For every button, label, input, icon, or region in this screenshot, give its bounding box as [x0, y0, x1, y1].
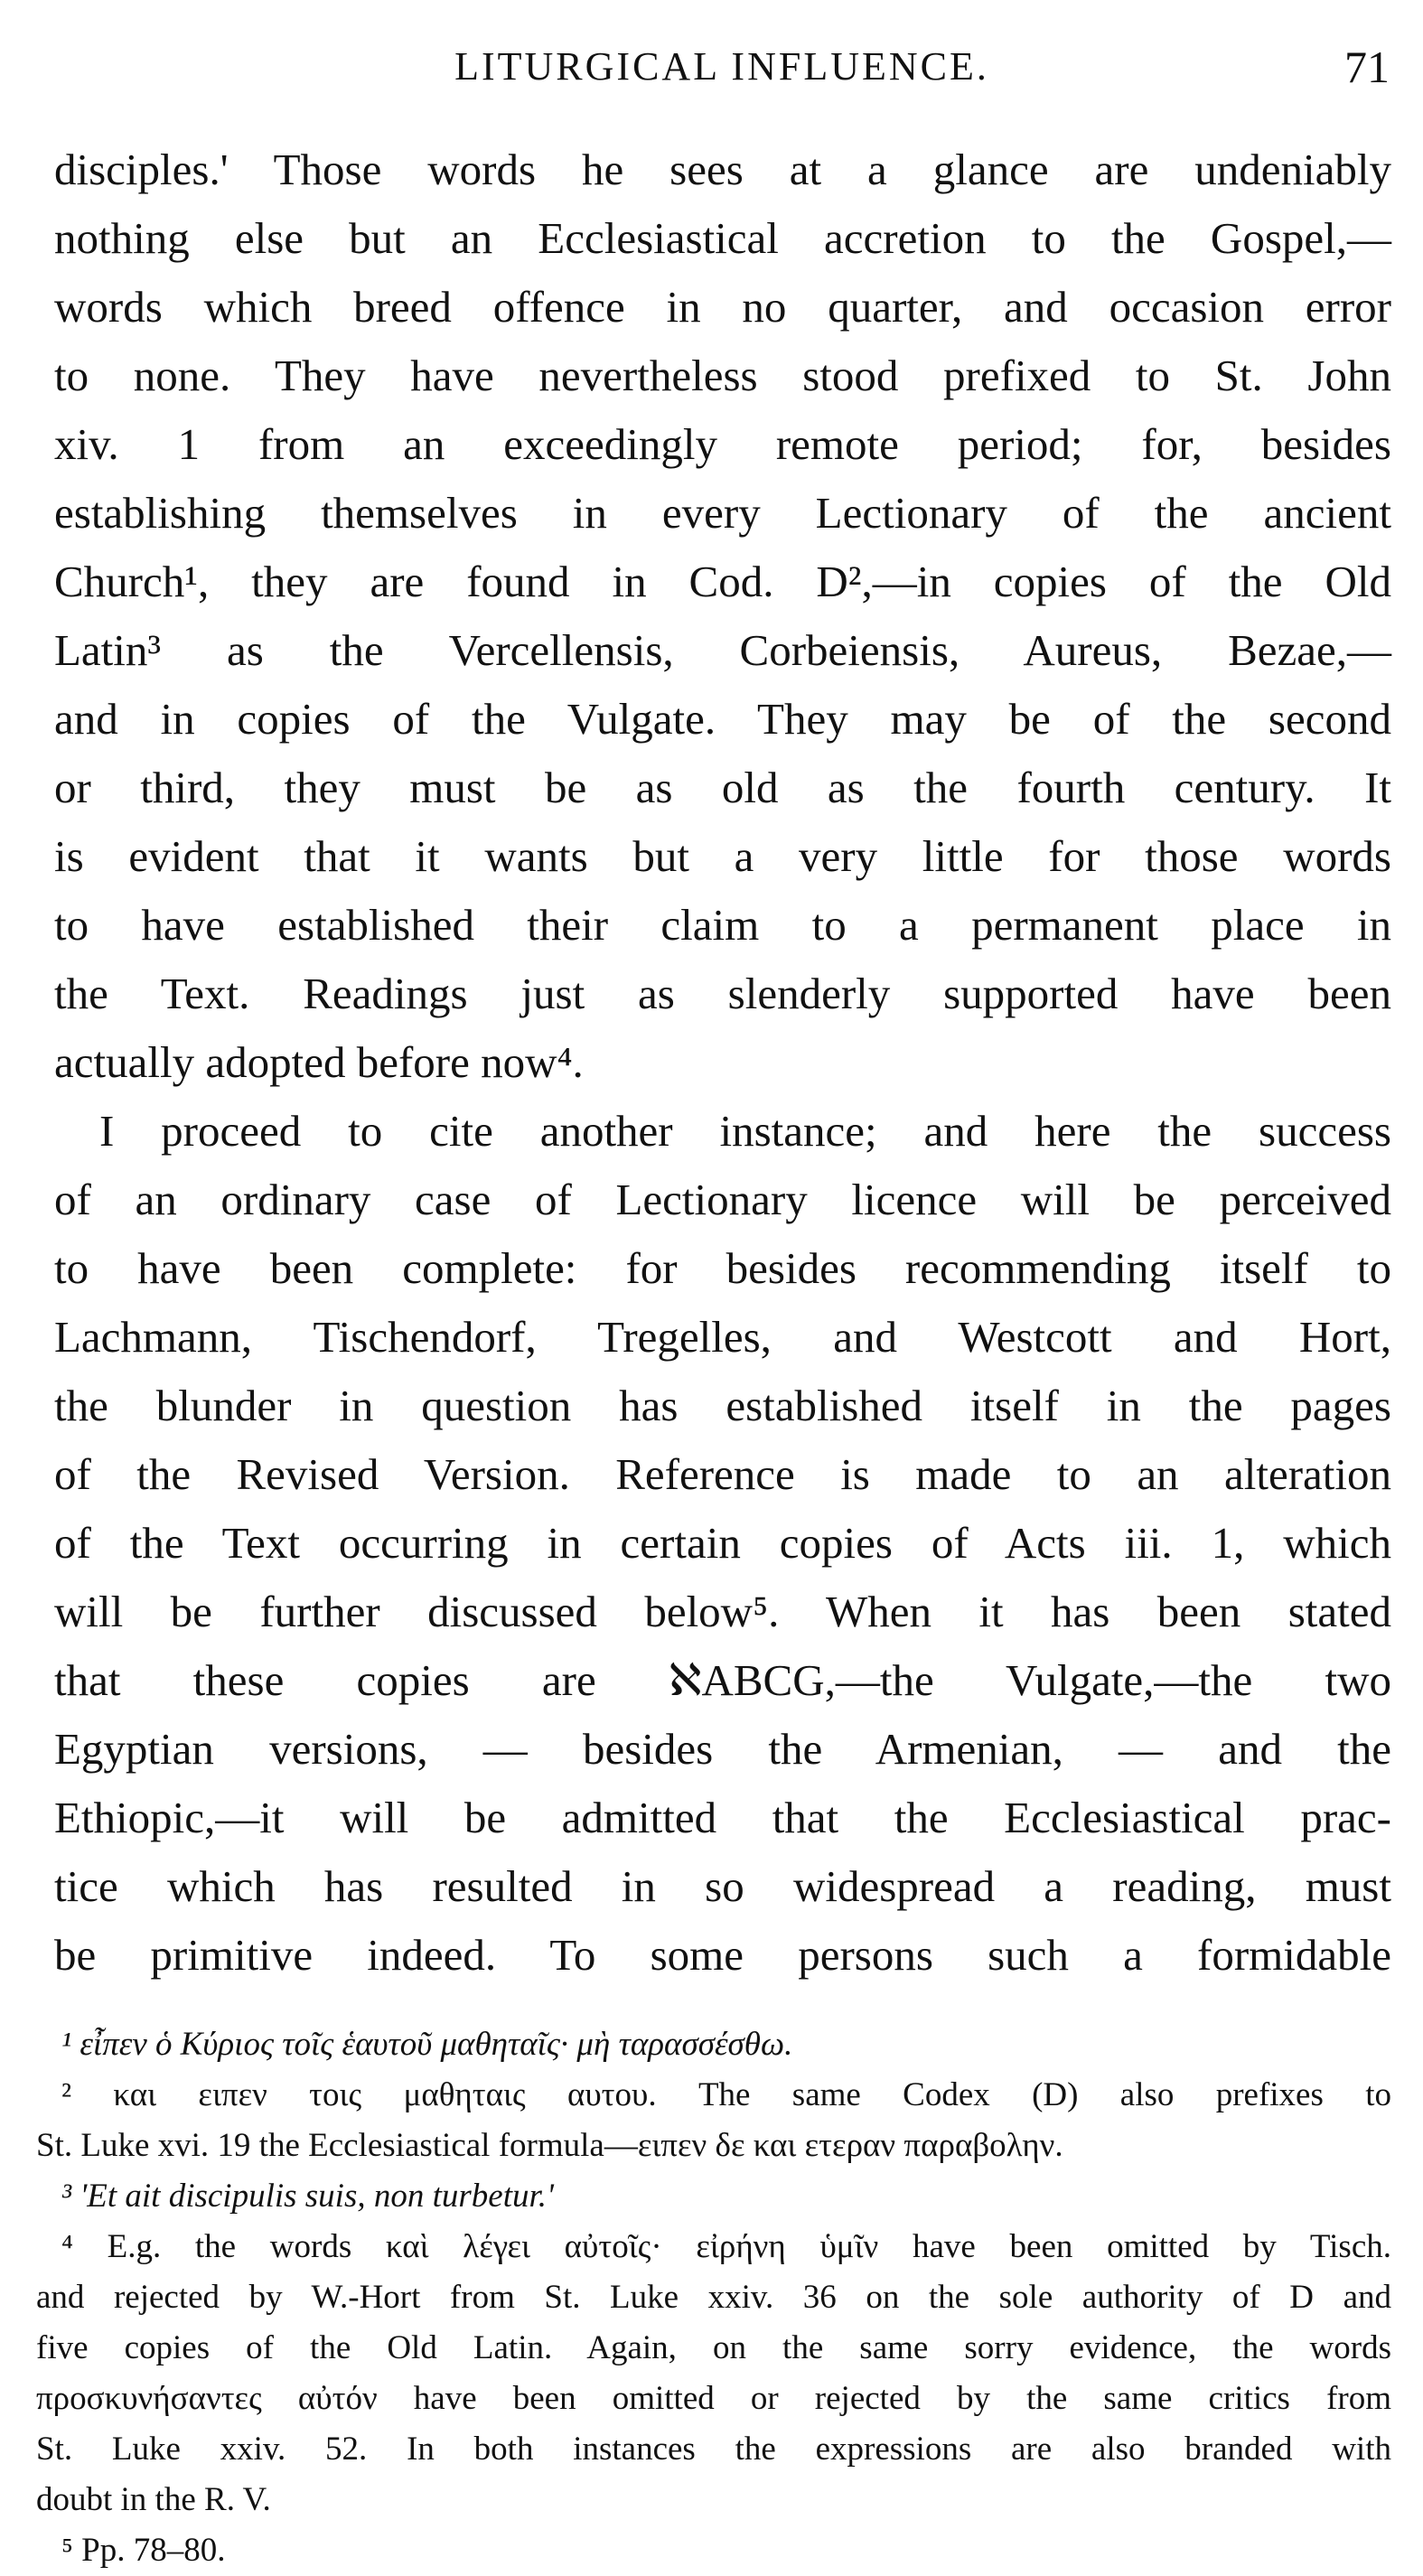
paragraph-start-line: I proceed to cite another instance; and here the success: [99, 1106, 1391, 1156]
footnote-4-continued: St. Luke xxiv. 52. In both instances the expressions are also branded with: [36, 2431, 1391, 2468]
body-line: words which breed offence in no quarter, and occasion error: [54, 282, 1391, 332]
running-title: LITURGICAL INFLUENCE.: [454, 44, 989, 89]
footnote-2-continued: St. Luke xvi. 19 the Ecclesiastical formula—ειπεν δε και ετεραν παραβολην.: [36, 2127, 1063, 2164]
body-line: of an ordinary case of Lectionary licence will be perceived: [54, 1175, 1391, 1224]
body-line: xiv. 1 from an exceedingly remote period; for, besides: [54, 419, 1391, 469]
body-line: the Text. Readings just as slenderly supported have been: [54, 969, 1391, 1018]
body-line: of the Text occurring in certain copies of Acts iii. 1, which: [54, 1518, 1391, 1568]
body-line: to none. They have nevertheless stood prefixed to St. John: [54, 351, 1391, 400]
body-line: actually adopted before now⁴.: [54, 1037, 584, 1087]
body-line: disciples.' Those words he sees at a glance are undeniably: [54, 145, 1391, 194]
body-line: Egyptian versions, — besides the Armenian, — and the: [54, 1724, 1391, 1774]
body-line: Ethiopic,—it will be admitted that the Ecclesiastical prac-: [54, 1793, 1391, 1842]
footnotes: [36, 2019, 1391, 2576]
footnote-4-continued: doubt in the R. V.: [36, 2481, 271, 2518]
footnote-4-continued: and rejected by W.-Hort from St. Luke xxiv. 36 on the sole authority of D and: [36, 2279, 1391, 2316]
body-line: to have been complete: for besides recommending itself to: [54, 1243, 1391, 1293]
body-line: is evident that it wants but a very little for those words: [54, 831, 1391, 881]
footnote-2: ² και ειπεν τοις μαθηταις αυτου. The same Codex (D) also prefixes to: [61, 2076, 1391, 2113]
body-line: be primitive indeed. To some persons such a formidable: [54, 1930, 1391, 1980]
page-number: 71: [1344, 42, 1390, 92]
footnote-4: ⁴ E.g. the words καὶ λέγει αὐτοῖς· εἰρήνη ὑμῖν have been omitted by Tisch.: [61, 2228, 1391, 2265]
body-line: nothing else but an Ecclesiastical accretion to the Gospel,—: [54, 213, 1391, 263]
footnote-4-continued: προσκυνήσαντες αὐτόν have been omitted or rejected by the same critics from: [36, 2380, 1391, 2417]
body-line: Church¹, they are found in Cod. D²,—in copies of the Old: [54, 557, 1391, 606]
body-line: to have established their claim to a permanent place in: [54, 900, 1391, 950]
body-line: of the Revised Version. Reference is made to an alteration: [54, 1449, 1391, 1499]
footnote-3: ³ 'Et ait discipulis suis, non turbetur.': [61, 2178, 554, 2215]
body-line: that these copies are ℵABCG,—the Vulgate,—the two: [54, 1655, 1391, 1705]
footnote-4-continued: five copies of the Old Latin. Again, on the same sorry evidence, the words: [36, 2329, 1391, 2366]
body-line: will be further discussed below⁵. When it has been stated: [54, 1587, 1391, 1636]
body-line: and in copies of the Vulgate. They may be of the second: [54, 694, 1391, 744]
body-line: or third, they must be as old as the fourth century. It: [54, 763, 1391, 812]
footnote-1: ¹ εἶπεν ὁ Κύριος τοῖς ἑαυτοῦ μαθηταῖς· μὴ ταρασσέσθω.: [61, 2026, 793, 2063]
body-line: establishing themselves in every Lectionary of the ancient: [54, 488, 1391, 538]
body-line: tice which has resulted in so widespread a reading, must: [54, 1861, 1391, 1911]
body-line: Lachmann, Tischendorf, Tregelles, and Westcott and Hort,: [54, 1312, 1391, 1362]
running-head: [54, 40, 1390, 94]
footnote-5: ⁵ Pp. 78–80.: [61, 2532, 226, 2569]
body-text: [54, 136, 1391, 1990]
body-line: the blunder in question has established itself in the pages: [54, 1381, 1391, 1430]
body-line: Latin³ as the Vercellensis, Corbeiensis, Aureus, Bezae,—: [54, 625, 1391, 675]
